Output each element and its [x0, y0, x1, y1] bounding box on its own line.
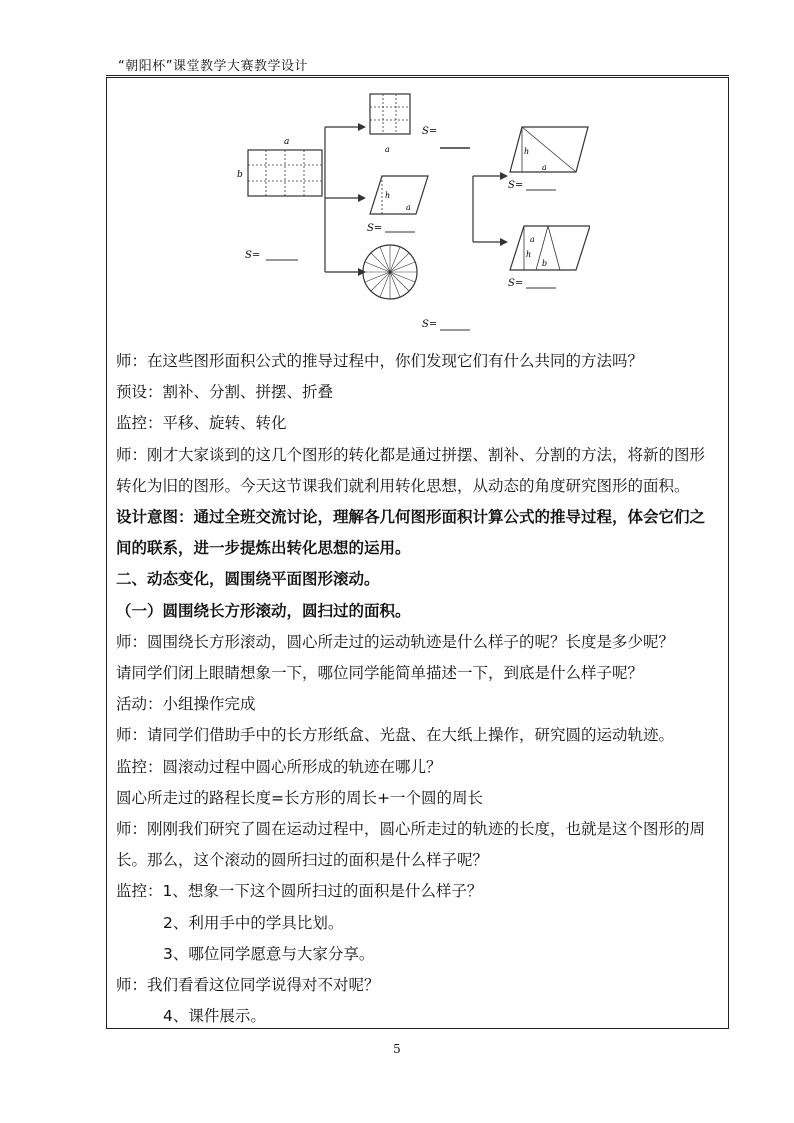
text-line: 监控：平移、旋转、转化 — [116, 414, 287, 433]
header-rule — [106, 75, 729, 76]
text-line: 长。那么，这个滚动的圆所扫过的面积是什么样子呢？ — [116, 851, 489, 870]
parallelogram — [370, 176, 428, 214]
document-header: “朝阳杯”课堂教学大赛教学设计 — [118, 59, 308, 74]
label-a-trap: a — [530, 235, 535, 244]
s-eq-circle: S= — [422, 319, 438, 330]
lesson-body — [116, 346, 728, 1032]
label-a-para: a — [406, 203, 411, 212]
text-line: 师：请同学们借助手中的长方形纸盒、光盘、在大纸上操作，研究圆的运动轨迹。 — [116, 726, 675, 745]
design-intent-line: 间的联系，进一步提炼出转化思想的运用。 — [116, 539, 411, 558]
label-h-trap: h — [526, 250, 532, 259]
text-line: 转化为旧的图形。今天这节课我们就利用转化思想，从动态的角度研究图形的面积。 — [116, 476, 690, 495]
label-a-tri: a — [542, 163, 547, 172]
subsection-heading: （一）圆围绕长方形滚动，圆扫过的面积。 — [116, 601, 411, 620]
text-line: 2、利用手中的学具比划。 — [163, 913, 344, 932]
text-line: 活动：小组操作完成 — [116, 695, 256, 714]
s-eq-tri: S= — [508, 180, 524, 191]
label-h-para: h — [385, 191, 391, 200]
s-eq-rect: S= — [245, 250, 261, 261]
text-line: 监控：圆滚动过程中圆心所形成的轨迹在哪儿？ — [116, 757, 442, 776]
s-eq-para: S= — [367, 223, 383, 234]
text-line: 3、哪位同学愿意与大家分享。 — [163, 944, 375, 963]
branch-arrows — [325, 127, 358, 272]
text-line: 4、课件展示。 — [163, 1007, 266, 1026]
page-number: 5 — [393, 1042, 401, 1056]
text-line: 请同学们闭上眼睛想象一下，哪位同学能简单描述一下，到底是什么样子呢？ — [116, 664, 644, 683]
section-heading: 二、动态变化，圆围绕平面图形滚动。 — [116, 570, 380, 589]
label-a-square: a — [385, 145, 390, 154]
text-line: 师：刚刚我们研究了圆在运动过程中，圆心所走过的轨迹的长度，也就是这个图形的周 — [116, 820, 706, 839]
text-line: 预设：割补、分割、拼摆、折叠 — [116, 383, 334, 402]
label-b-trap: b — [542, 259, 548, 268]
label-a-rect: a — [284, 137, 290, 147]
design-intent-line: 设计意图：通过全班交流讨论，理解各几何图形面积计算公式的推导过程，体会它们之 — [116, 508, 706, 527]
square-grid — [370, 94, 410, 134]
text-line: 圆心所走过的路程长度=长方形的周长+一个圆的周长 — [116, 788, 483, 807]
text-line: 师：圆围绕长方形滚动，圆心所走过的运动轨迹是什么样子的呢？长度是多少呢？ — [116, 632, 675, 651]
area-derivation-diagram — [230, 82, 590, 340]
triangle-shape — [510, 127, 588, 172]
circle-sectors — [363, 245, 417, 299]
rectangle-grid — [248, 150, 322, 196]
text-line: 监控：1、想象一下这个圆所扫过的面积是什么样子？ — [116, 882, 483, 901]
text-line: 师：我们看看这位同学说得对不对呢？ — [116, 976, 380, 995]
trapezoid-shape — [510, 226, 590, 270]
label-b-rect: b — [237, 170, 243, 180]
text-line: 师：在这些图形面积公式的推导过程中，你们发现它们有什么共同的方法吗？ — [116, 352, 644, 370]
text-line: 师：刚才大家谈到的这几个图形的转化都是通过拼摆、割补、分割的方法，将新的图形 — [116, 445, 706, 464]
label-h-tri: h — [524, 147, 530, 156]
s-eq-trap: S= — [508, 278, 524, 289]
s-eq-square: S= — [422, 126, 438, 137]
